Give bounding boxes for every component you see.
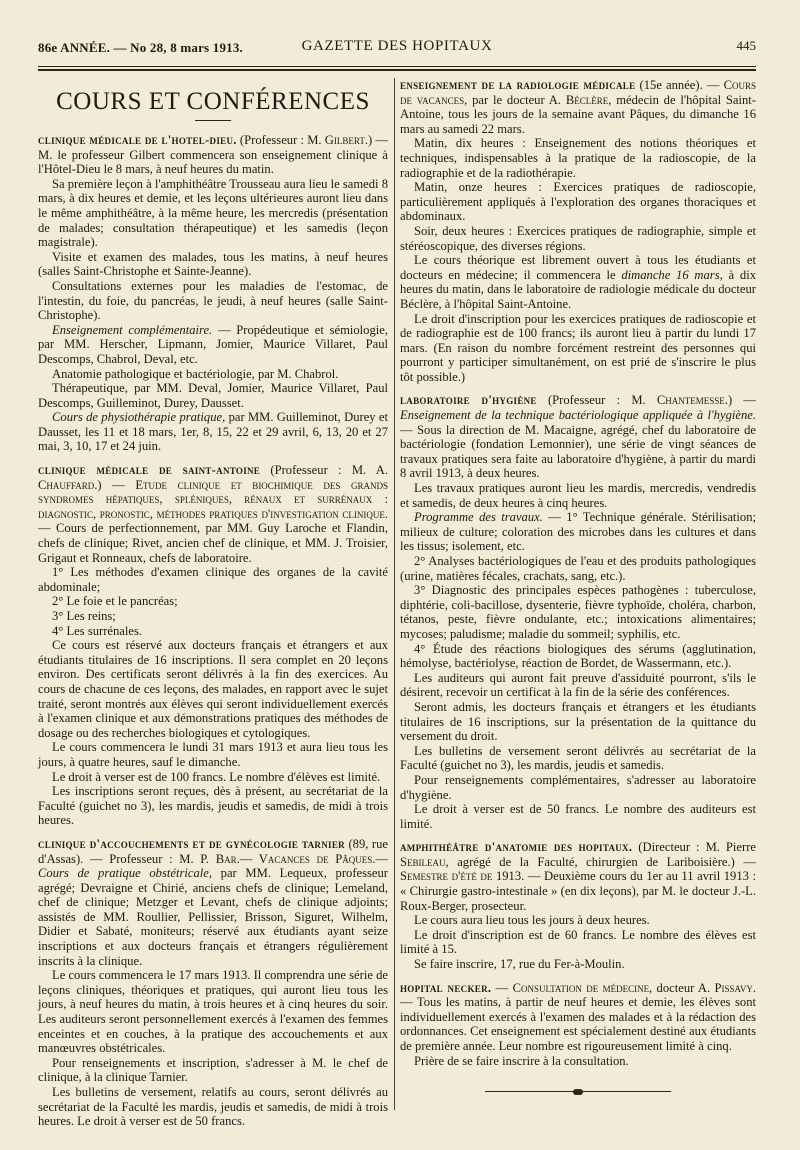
paragraph: Matin, onze heures : Exercices pratiques de radioscopie, particulièrement appliqués à l'exploration des organes thoraciques et abdominaux. (400, 180, 756, 224)
article-heading: clinique médicale de saint-antoine (Professeur : M. A. Chauffard.) — Etude clinique et biochimique des grands syndromes hépatiques, spléniques, rénaux et surrénaux : diagnostic, pronostic, méthodes pratiques d'investigation clinique. — Cours de perfectionnement, par MM. Guy Laroche et Flandin, chefs de clinique; Rivet, ancien chef de clinique, et MM. J. Troisier, Grigaut et Ronneaux, chefs de laboratoire. (38, 463, 389, 565)
professor-name: Pissavy (714, 980, 753, 995)
paragraph: Soir, deux heures : Exercices pratiques de radiographie, simple et stéréoscopique, des diverses régions. (400, 223, 756, 253)
paragraph: 4° Étude des réactions biologiques des sérums (agglutination, hémolyse, bactériolyse, réaction de Bordet, de Wassermann, etc.). (400, 641, 756, 671)
paragraph: Ce cours est réservé aux docteurs français et étrangers et aux étudiants titulaires de 16 inscriptions. Il sera complet en 20 leçons environ. Des certificats seront délivrés à la fin des exercices. Au cours de chacune de ces leçons, des malades, en rapport avec le sujet traité, seront montrés aux élèves qui seront individuellement exercés à l'examen clinique et aux démonstrations pratiques des méthodes de dosage ou des recherches biologiques et cytologiques. (38, 638, 388, 740)
paragraph: Le droit à verser est de 50 francs. Le nombre des auditeurs est limité. (400, 802, 756, 831)
article-heading-label: amphithéâtre d'anatomie des hopitaux. (400, 840, 633, 855)
article-heading: hopital necker. — Consultation de médecine, docteur A. Pissavy. — Tous les matins, à partir de neuf heures et demie, les élèves sont individuellement exercés à l'examen des malades et à la rédaction des ordonnances. Cet enseignement est spécialement destiné aux étudiants de première année. Leur nombre est rigoureusement limité à cinq. (400, 980, 757, 1053)
professor-name: Sebileau (400, 854, 446, 869)
article-radiologie (400, 78, 756, 384)
paragraph: 2° Analyses bactériologiques de l'eau et des produits pathologiques (urine, matières fécales, crachats, sang, etc.). (400, 554, 756, 583)
paragraph: Les travaux pratiques auront lieu les mardis, mercredis, vendredis et samedis, de deux heures à cinq heures. (400, 481, 756, 510)
article-necker (400, 981, 756, 1069)
right-column (400, 78, 756, 1110)
article-heading: amphithéâtre d'anatomie des hopitaux. (Directeur : M. Pierre Sebileau, agrégé de la Faculté, chirurgien de Lariboisière.) — Semestre d'été de 1913. — Deuxième cours du 1er au 11 avril 1913 : « Chirurgie gastro-intestinale » (en dix leçons), par M. le docteur J.-L. Roux-Berger, prosecteur. (400, 840, 757, 913)
paragraph: Sa première leçon à l'amphithéâtre Trousseau aura lieu le samedi 8 mars, à dix heures et demie, et les leçons ultérieures auront lieu dans le même amphithéâtre, à la même heure, les mercredis (présentation de malades; consultation thérapeutique) et les samedis (leçon magistrale). (38, 176, 388, 250)
paragraph: Les bulletins de versement, relatifs au cours, seront délivrés au secrétariat de la Faculté les mardis, jeudis et samedis, de midi à trois heures. Le droit à verser est de 50 francs. (38, 1085, 388, 1129)
paragraph: Prière de se faire inscrire à la consultation. (414, 1053, 629, 1068)
article-tarnier (38, 837, 388, 1129)
article-heading-label: hopital necker. (400, 980, 492, 995)
paragraph: Visite et examen des malades, tous les matins, à neuf heures (salles Saint-Christophe et Sainte-Jeanne). (38, 249, 388, 279)
paragraph: Les inscriptions seront reçues, dès à présent, au secrétariat de la Faculté (guichet no 3), les mardis, jeudis et samedis, de midi à trois heures. (38, 784, 388, 828)
article-hotel-dieu (38, 133, 388, 454)
paragraph: Le cours théorique est librement ouvert à tous les étudiants et docteurs en médecine; il commencera le dimanche 16 mars, à dix heures du matin, dans le laboratoire de radiologie médicale du docteur Béclère, à l'hôpital Saint-Antoine. (400, 253, 756, 311)
column-divider (394, 78, 395, 1110)
article-hygiene (400, 393, 756, 831)
paragraph: Programme des travaux. — 1° Technique générale. Stérilisation; milieux de culture; coloration des microbes dans les cultures et dans les tissus; isolement, etc. (400, 510, 757, 554)
paragraph: Enseignement complémentaire. — Propédeutique et sémiologie, par MM. Herscher, Lipmann, Jomier, Maurice Villaret, Paul Descomps, Chabrol, Deval, etc. (38, 322, 389, 366)
article-heading: laboratoire d'hygiène (Professeur : M. Chantemesse.) — Enseignement de la technique bactériologique appliquée à l'hygiène. — Sous la direction de M. Macaigne, agrégé, chef du laboratoire de bactériologie (fondation Lemonnier), une série de vingt séances de travaux pratiques sera faite au laboratoire d'hygiène, à partir du mardi 8 avril 1913, à deux heures. (400, 393, 756, 481)
paragraph: Le cours commencera le 17 mars 1913. Il comprendra une série de leçons cliniques, théoriques et pratiques, qui auront lieu tous les jours, à neuf heures du matin, à trois heures et à cinq heures du soir. Les auditeurs seront personnellement exercés à l'examen des femmes enceintes et en couches, à la pratique des accouchements et aux manœuvres obstétricales. (38, 968, 388, 1056)
paragraph: Le droit à verser est de 100 francs. Le nombre d'élèves est limité. (52, 769, 381, 784)
page-header (38, 38, 756, 58)
paragraph: Les auditeurs qui auront fait preuve d'assiduité pourront, s'ils le désirent, recevoir un certificat à la fin de la série des conférences. (400, 670, 756, 700)
professor-name: Bar (215, 851, 237, 866)
list-item: 2° Le foie et le pancréas; (52, 594, 178, 609)
professor-name: Béclère (565, 92, 609, 107)
professor-name: Chantemesse (656, 393, 725, 408)
list-item: 1° Les méthodes d'examen clinique des organes de la cavité abdominale; (38, 565, 388, 594)
paragraph: Anatomie pathologique et bactériologie, par M. Chabrol. (52, 366, 339, 381)
article-anatomie (400, 840, 756, 971)
paragraph: Le cours aura lieu tous les jours à deux heures. (414, 913, 650, 928)
paragraph: 3° Diagnostic des principales espèces pathogènes : tuberculose, diphtérie, coli-bacillose, dysenterie, fièvre typhoïde, choléra, charbon, tétanos, peste, fièvre ondulante, etc.; intoxications alimentaires; mycoses; paludisme; maladie du sommeil; syphilis, etc. (400, 583, 756, 641)
issue-info: 86e ANNÉE. — No 28, 8 mars 1913. (38, 40, 244, 55)
professor-name: Gilbert (324, 133, 365, 147)
article-heading-label: laboratoire d'hygiène (400, 393, 537, 408)
list-item: 3° Les reins; (52, 609, 116, 623)
professor-name: Chauffard (38, 477, 95, 492)
header-rule-top (38, 66, 756, 67)
paragraph: Pour renseignements complémentaires, s'adresser au laboratoire d'hygiène. (400, 772, 756, 802)
article-heading-label: clinique médicale de l'hotel-dieu. (38, 133, 237, 147)
article-saint-antoine (38, 463, 388, 828)
paragraph: Les bulletins de versement seront délivrés au secrétariat de la Faculté (guichet no 3), les mardis, jeudis et samedis. (400, 743, 756, 773)
journal-title: GAZETTE DES HOPITAUX (301, 38, 493, 54)
paragraph: Pour renseignements et inscription, s'adresser à M. le chef de clinique, à la clinique Tarnier. (38, 1055, 388, 1085)
article-heading: clinique d'accouchements et de gynécologie tarnier (89, rue d'Assas). — Professeur : M. P. Bar.— Vacances de Pâques.— Cours de pratique obstétricale, par MM. Lequeux, professeur agrégé; Devraigne et Chirié, anciens chefs de clinique; Lemeland, chef de clinique; Metzger et Levant, chefs de clinique adjoints; assistés de MM. Roullier, Pellissier, Brisson, Siguret, Wilhelm, Didier et Sabaté, moniteurs; réservé aux étudiants ayant seize inscriptions et aux docteurs français et étrangers régulièrement inscrits à la clinique. (38, 836, 388, 968)
end-ornament (400, 1082, 756, 1088)
section-title: COURS ET CONFÉRENCES (56, 88, 370, 115)
paragraph: Thérapeutique, par MM. Deval, Jomier, Maurice Villaret, Paul Descomps, Guilleminot, Durey, Dausset. (38, 381, 388, 410)
article-columns (38, 78, 757, 1129)
article-heading-label: clinique médicale de saint-antoine (38, 463, 261, 478)
article-heading: clinique médicale de l'hotel-dieu. (Professeur : M. Gilbert.) — M. le professeur Gilbert commencera son enseignement clinique à l'Hôtel-Dieu le 8 mars, à neuf heures du matin. (38, 133, 388, 177)
paragraph: Le droit d'inscription est de 60 francs. Le nombre des élèves est limité à 15. (400, 927, 756, 957)
paragraph: Cours de physiothérapie pratique, par MM. Guilleminot, Durey et Dausset, les 11 et 18 mars, 1er, 8, 15, 22 et 29 avril, 6, 13, 20 et 27 mai, 3, 10, 17 et 24 juin. (38, 410, 388, 454)
article-heading-label: clinique d'accouchements et de gynécologie tarnier (38, 836, 345, 851)
list-item: 4° Les surrénales. (52, 623, 143, 638)
paragraph: Matin, dix heures : Enseignement des notions théoriques et techniques, indispensables à la pratique de la radioscopie, de la radiographie et de la radiothérapie. (400, 136, 756, 180)
header-rule-bottom (38, 69, 756, 71)
article-heading: enseignement de la radiologie médicale (15e année). — Cours de vacances, par le docteur A. Béclère, médecin de l'hôpital Saint-Antoine, tous les jours de la semaine avant Pâques, du dimanche 16 mars au samedi 22 mars. (400, 78, 757, 136)
paragraph: Le cours commencera le lundi 31 mars 1913 et aura lieu tous les jours, à quatre heures, sauf le dimanche. (38, 740, 388, 769)
title-rule (195, 120, 231, 121)
paragraph: Se faire inscrire, 17, rue du Fer-à-Moulin. (414, 957, 625, 972)
left-column (38, 78, 389, 1129)
paragraph: Le droit d'inscription pour les exercices pratiques de radioscopie et de radiographie est de 100 francs; ils auront lieu à partir du lundi 17 mars. (En raison du nombre forcément restreint des personnes qui pourront y participer simultanément, on est prié de s'inscrire le plus tôt possible.) (400, 311, 756, 384)
paragraph: Consultations externes pour les maladies de l'estomac, de l'intestin, du foie, du pancréas, le jeudi, à neuf heures (salle Saint-Christophe). (38, 278, 388, 323)
article-heading-label: enseignement de la radiologie médicale (400, 78, 636, 92)
page-number: 445 (736, 38, 756, 53)
paragraph: Seront admis, les docteurs français et étrangers et les étudiants titulaires de 16 inscriptions, sur la présentation de la quittance du versement du droit. (400, 699, 756, 744)
